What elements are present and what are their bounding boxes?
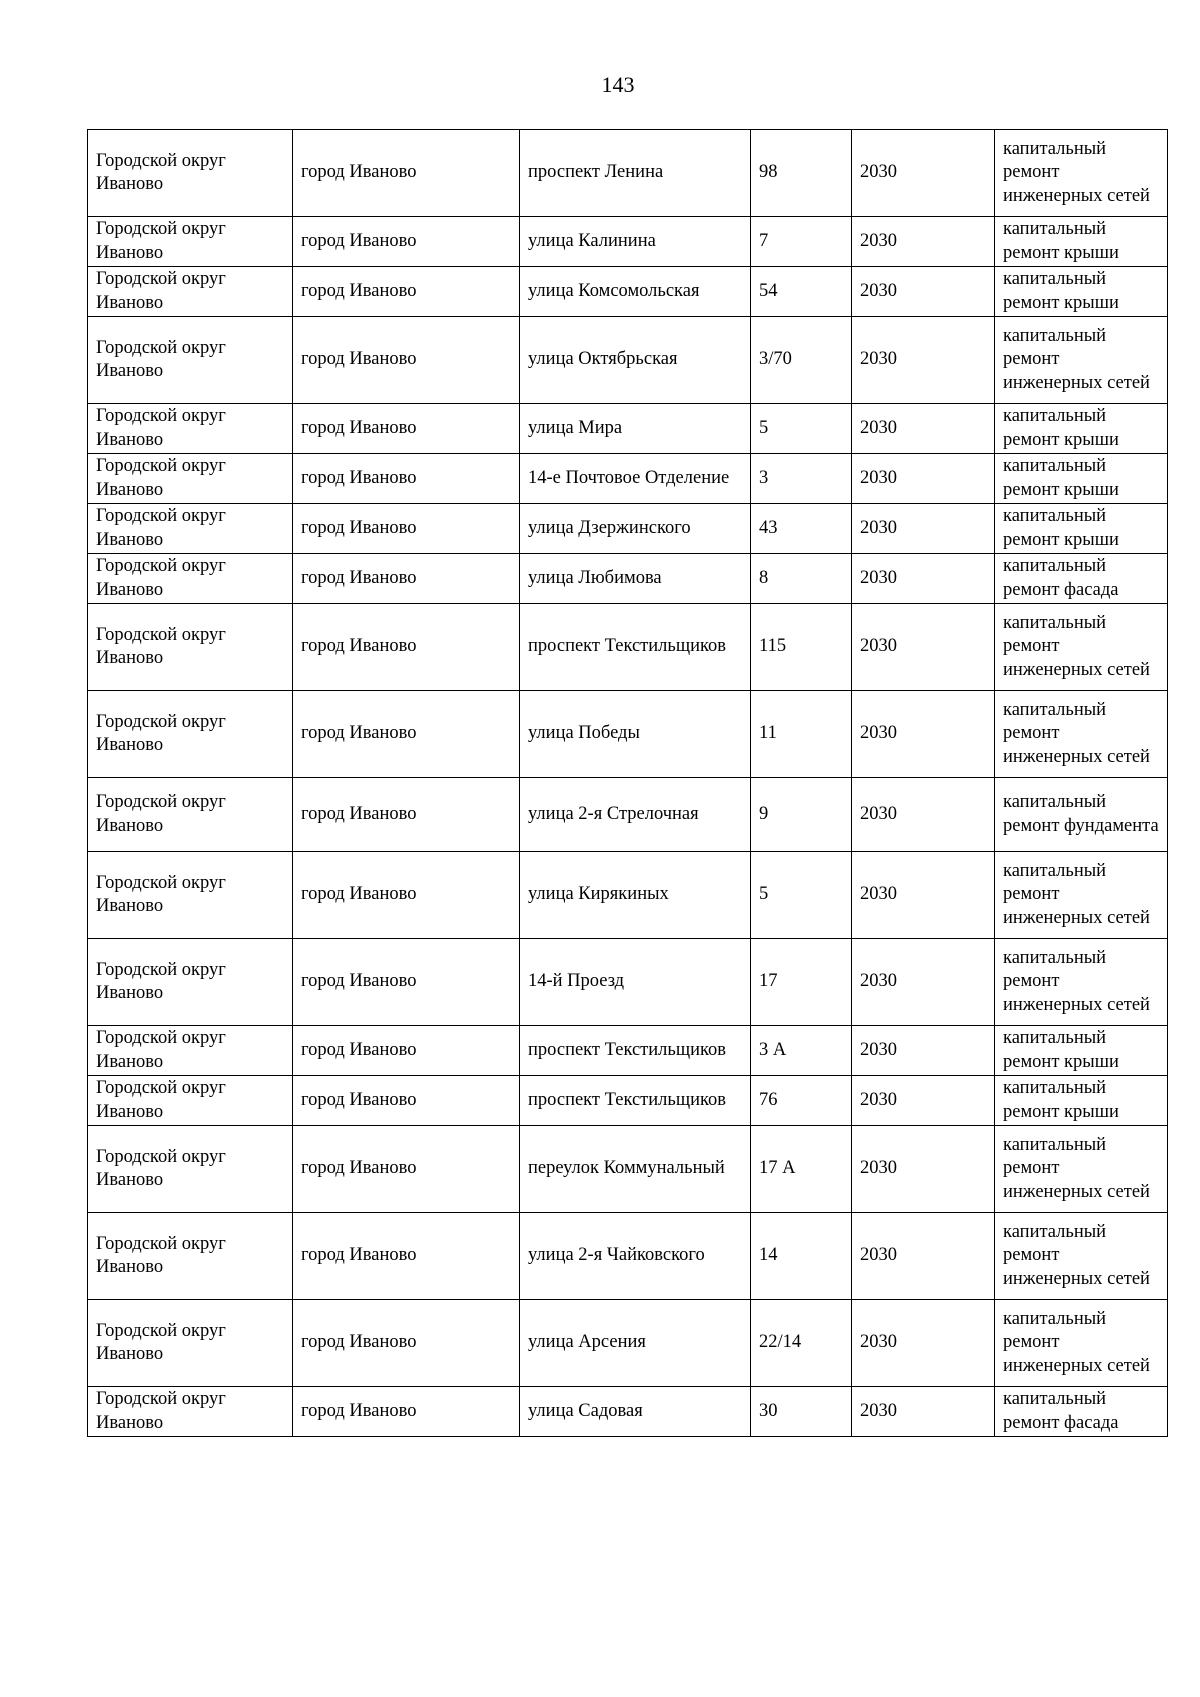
city-cell: город Иваново (293, 267, 520, 317)
table-row (88, 317, 1168, 404)
work-type-cell: капитальный ремонт фасада (995, 554, 1168, 604)
street-cell: проспект Текстильщиков (520, 1026, 751, 1076)
district-cell: Городской округ Иваново (88, 1387, 293, 1437)
table-row (88, 1300, 1168, 1387)
street-cell: улица Кирякиных (520, 852, 751, 939)
city-cell: город Иваново (293, 604, 520, 691)
work-type-cell: капитальный ремонт крыши (995, 1076, 1168, 1126)
table-row (88, 939, 1168, 1026)
city-cell: город Иваново (293, 130, 520, 217)
work-type-cell: капитальный ремонт инженерных сетей (995, 604, 1168, 691)
table-row (88, 404, 1168, 454)
table-row (88, 554, 1168, 604)
street-cell: улица Мира (520, 404, 751, 454)
year-cell: 2030 (852, 454, 995, 504)
city-cell: город Иваново (293, 1300, 520, 1387)
city-cell: город Иваново (293, 217, 520, 267)
street-cell: проспект Ленина (520, 130, 751, 217)
table-body (88, 130, 1168, 1437)
table-row (88, 1076, 1168, 1126)
work-type-cell: капитальный ремонт крыши (995, 217, 1168, 267)
work-type-cell: капитальный ремонт инженерных сетей (995, 317, 1168, 404)
house-number-cell: 43 (751, 504, 852, 554)
house-number-cell: 9 (751, 778, 852, 852)
street-cell: улица Любимова (520, 554, 751, 604)
work-type-cell: капитальный ремонт инженерных сетей (995, 130, 1168, 217)
street-cell: 14-й Проезд (520, 939, 751, 1026)
house-number-cell: 22/14 (751, 1300, 852, 1387)
table-row (88, 1026, 1168, 1076)
city-cell: город Иваново (293, 554, 520, 604)
year-cell: 2030 (852, 554, 995, 604)
district-cell: Городской округ Иваново (88, 504, 293, 554)
house-number-cell: 3/70 (751, 317, 852, 404)
district-cell: Городской округ Иваново (88, 1300, 293, 1387)
table-row (88, 1387, 1168, 1437)
district-cell: Городской округ Иваново (88, 454, 293, 504)
work-type-cell: капитальный ремонт инженерных сетей (995, 1300, 1168, 1387)
district-cell: Городской округ Иваново (88, 130, 293, 217)
city-cell: город Иваново (293, 1076, 520, 1126)
table-row (88, 604, 1168, 691)
work-type-cell: капитальный ремонт крыши (995, 1026, 1168, 1076)
work-type-cell: капитальный ремонт инженерных сетей (995, 939, 1168, 1026)
house-number-cell: 17 (751, 939, 852, 1026)
year-cell: 2030 (852, 1300, 995, 1387)
work-type-cell: капитальный ремонт крыши (995, 404, 1168, 454)
work-type-cell: капитальный ремонт крыши (995, 504, 1168, 554)
table-row (88, 217, 1168, 267)
table-row (88, 454, 1168, 504)
district-cell: Городской округ Иваново (88, 1126, 293, 1213)
city-cell: город Иваново (293, 778, 520, 852)
district-cell: Городской округ Иваново (88, 1213, 293, 1300)
house-number-cell: 8 (751, 554, 852, 604)
work-type-cell: капитальный ремонт инженерных сетей (995, 1126, 1168, 1213)
table-row (88, 130, 1168, 217)
street-cell: улица Калинина (520, 217, 751, 267)
repair-schedule-table (87, 129, 1168, 1437)
district-cell: Городской округ Иваново (88, 691, 293, 778)
year-cell: 2030 (852, 852, 995, 939)
house-number-cell: 76 (751, 1076, 852, 1126)
city-cell: город Иваново (293, 852, 520, 939)
district-cell: Городской округ Иваново (88, 404, 293, 454)
city-cell: город Иваново (293, 1126, 520, 1213)
house-number-cell: 3 А (751, 1026, 852, 1076)
house-number-cell: 30 (751, 1387, 852, 1437)
street-cell: улица Победы (520, 691, 751, 778)
district-cell: Городской округ Иваново (88, 778, 293, 852)
district-cell: Городской округ Иваново (88, 939, 293, 1026)
street-cell: улица Комсомольская (520, 267, 751, 317)
work-type-cell: капитальный ремонт инженерных сетей (995, 691, 1168, 778)
street-cell: улица Садовая (520, 1387, 751, 1437)
table-row (88, 852, 1168, 939)
street-cell: проспект Текстильщиков (520, 604, 751, 691)
house-number-cell: 54 (751, 267, 852, 317)
city-cell: город Иваново (293, 691, 520, 778)
table-row (88, 691, 1168, 778)
house-number-cell: 5 (751, 852, 852, 939)
year-cell: 2030 (852, 1076, 995, 1126)
street-cell: улица Дзержинского (520, 504, 751, 554)
house-number-cell: 3 (751, 454, 852, 504)
house-number-cell: 7 (751, 217, 852, 267)
table-row (88, 1213, 1168, 1300)
city-cell: город Иваново (293, 504, 520, 554)
district-cell: Городской округ Иваново (88, 267, 293, 317)
table-row (88, 1126, 1168, 1213)
year-cell: 2030 (852, 267, 995, 317)
street-cell: проспект Текстильщиков (520, 1076, 751, 1126)
city-cell: город Иваново (293, 454, 520, 504)
street-cell: улица Октябрьская (520, 317, 751, 404)
house-number-cell: 115 (751, 604, 852, 691)
page-number: 143 (601, 72, 635, 97)
work-type-cell: капитальный ремонт крыши (995, 454, 1168, 504)
year-cell: 2030 (852, 604, 995, 691)
work-type-cell: капитальный ремонт фундамента (995, 778, 1168, 852)
city-cell: город Иваново (293, 404, 520, 454)
year-cell: 2030 (852, 1126, 995, 1213)
city-cell: город Иваново (293, 317, 520, 404)
street-cell: улица 2-я Чайковского (520, 1213, 751, 1300)
city-cell: город Иваново (293, 939, 520, 1026)
year-cell: 2030 (852, 778, 995, 852)
street-cell: улица Арсения (520, 1300, 751, 1387)
year-cell: 2030 (852, 1026, 995, 1076)
house-number-cell: 17 А (751, 1126, 852, 1213)
district-cell: Городской округ Иваново (88, 852, 293, 939)
year-cell: 2030 (852, 317, 995, 404)
house-number-cell: 98 (751, 130, 852, 217)
city-cell: город Иваново (293, 1213, 520, 1300)
year-cell: 2030 (852, 504, 995, 554)
year-cell: 2030 (852, 1213, 995, 1300)
table-row (88, 267, 1168, 317)
house-number-cell: 14 (751, 1213, 852, 1300)
city-cell: город Иваново (293, 1387, 520, 1437)
street-cell: переулок Коммунальный (520, 1126, 751, 1213)
house-number-cell: 11 (751, 691, 852, 778)
year-cell: 2030 (852, 217, 995, 267)
district-cell: Городской округ Иваново (88, 1076, 293, 1126)
year-cell: 2030 (852, 691, 995, 778)
year-cell: 2030 (852, 130, 995, 217)
work-type-cell: капитальный ремонт фасада (995, 1387, 1168, 1437)
house-number-cell: 5 (751, 404, 852, 454)
district-cell: Городской округ Иваново (88, 217, 293, 267)
work-type-cell: капитальный ремонт инженерных сетей (995, 852, 1168, 939)
district-cell: Городской округ Иваново (88, 554, 293, 604)
table-row (88, 778, 1168, 852)
street-cell: 14-е Почтовое Отделение (520, 454, 751, 504)
table-row (88, 504, 1168, 554)
street-cell: улица 2-я Стрелочная (520, 778, 751, 852)
year-cell: 2030 (852, 939, 995, 1026)
district-cell: Городской округ Иваново (88, 317, 293, 404)
work-type-cell: капитальный ремонт крыши (995, 267, 1168, 317)
work-type-cell: капитальный ремонт инженерных сетей (995, 1213, 1168, 1300)
district-cell: Городской округ Иваново (88, 1026, 293, 1076)
city-cell: город Иваново (293, 1026, 520, 1076)
district-cell: Городской округ Иваново (88, 604, 293, 691)
year-cell: 2030 (852, 1387, 995, 1437)
year-cell: 2030 (852, 404, 995, 454)
